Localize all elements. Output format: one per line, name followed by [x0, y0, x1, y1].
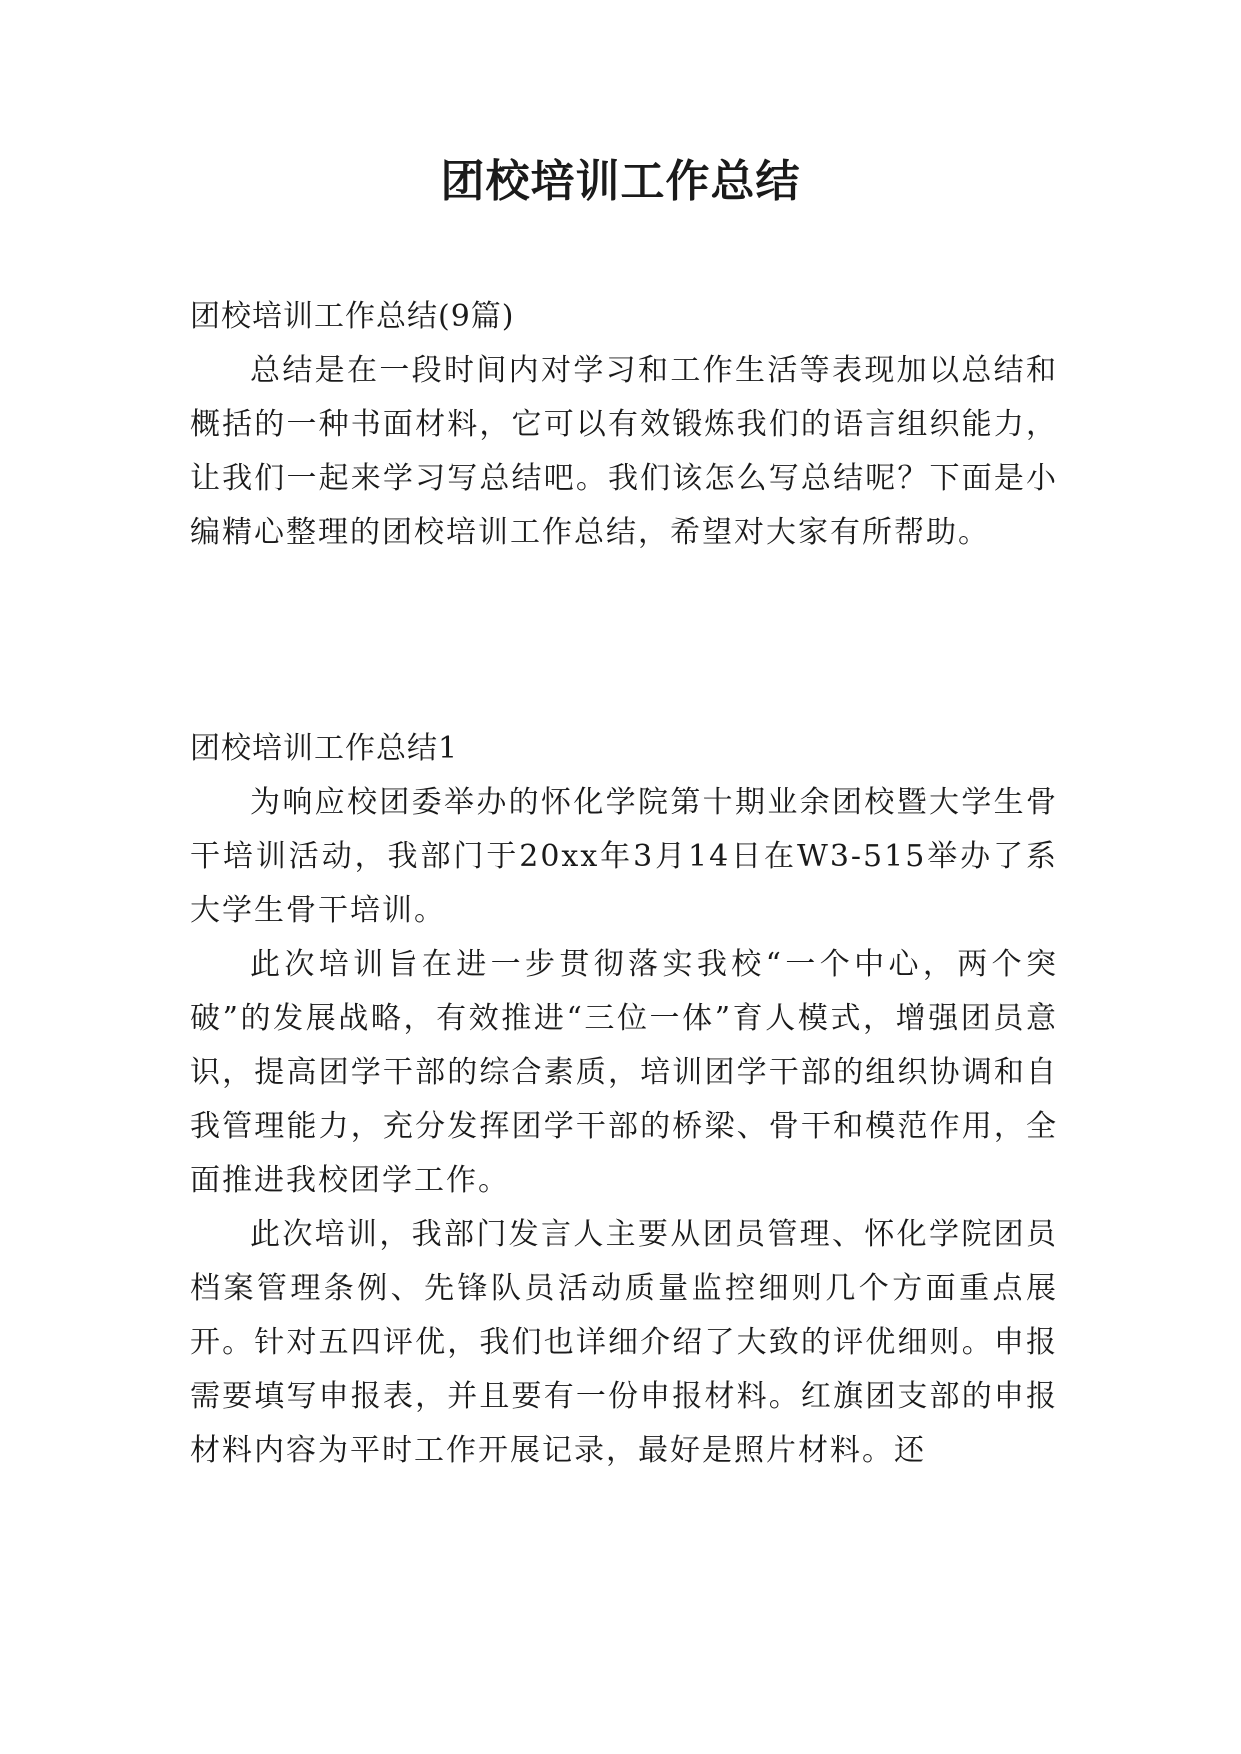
- section-heading: 团校培训工作总结1: [190, 731, 459, 766]
- document-title: 团校培训工作总结: [440, 156, 801, 207]
- intro-heading: 团校培训工作总结(9篇): [190, 299, 515, 334]
- body-paragraph: 此次培训旨在进一步贯彻落实我校“一个中心，两个突破”的发展战略，有效推进“三位一体”育人模式，增强团员意识，提高团学干部的综合素质，培训团学干部的组织协调和自我管理能力，充分发挥团学干部的桥梁、骨干和模范作用，全面推进我校团学工作。: [190, 947, 1058, 1198]
- body-paragraph: 此次培训，我部门发言人主要从团员管理、怀化学院团员档案管理条例、先锋队员活动质量监控细则几个方面重点展开。针对五四评优，我们也详细介绍了大致的评优细则。申报需要填写申报表，并且要有一份申报材料。红旗团支部的申报材料内容为平时工作开展记录，最好是照片材料。还: [190, 1217, 1058, 1468]
- section-gap: [190, 560, 1058, 722]
- intro-paragraph: 总结是在一段时间内对学习和工作生活等表现加以总结和概括的一种书面材料，它可以有效锻炼我们的语言组织能力，让我们一起来学习写总结吧。我们该怎么写总结呢？下面是小编精心整理的团校培训工作总结，希望对大家有所帮助。: [190, 353, 1058, 550]
- document-body: [190, 290, 1058, 1478]
- body-paragraph: 为响应校团委举办的怀化学院第十期业余团校暨大学生骨干培训活动，我部门于20xx年3月14日在W3-515举办了系大学生骨干培训。: [190, 785, 1058, 928]
